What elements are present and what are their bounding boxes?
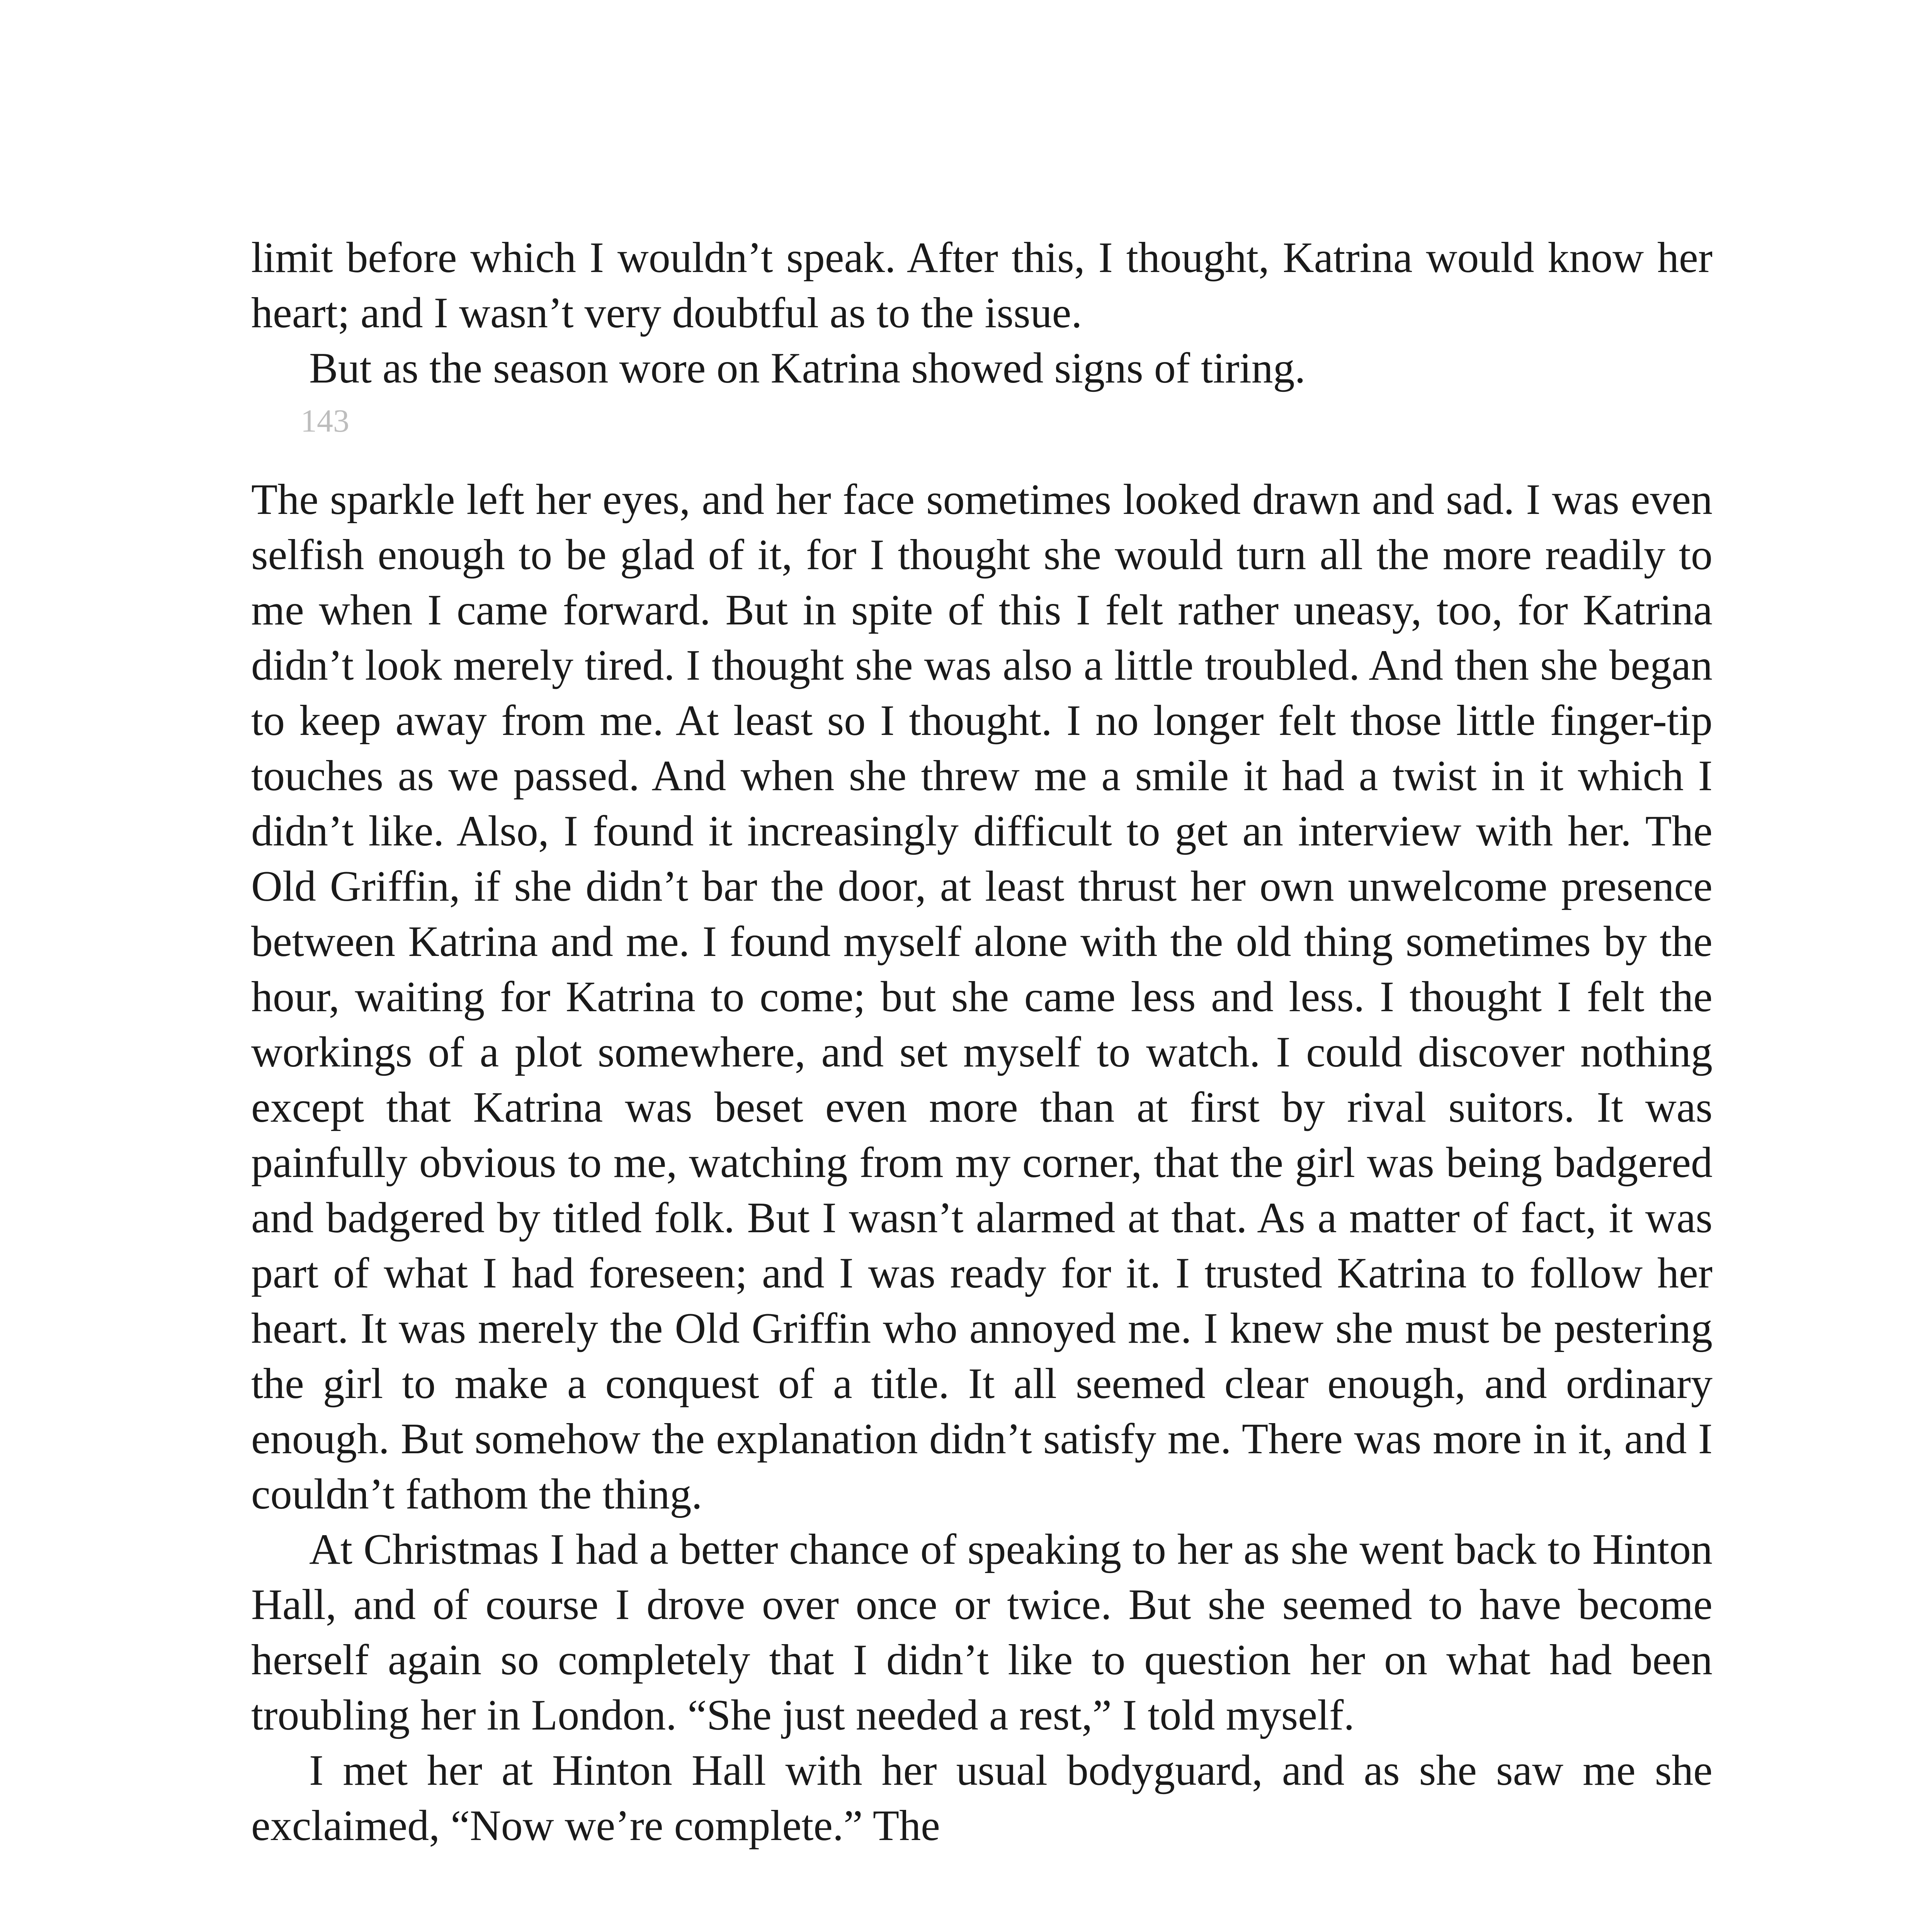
paragraph: limit before which I wouldn’t speak. After this, I thought, Katrina would know her heart; and I wasn’t very doubtful as to the issue. [251, 234, 1713, 337]
paragraph: The sparkle left her eyes, and her face sometimes looked drawn and sad. I was even selfish enough to be glad of it, for I thought she would turn all the more readily to me when I came forward. But in spite of this I felt rather uneasy, too, for Katrina didn’t look merely tired. I thought she was also a little troubled. And then she began to keep away from me. At least so I thought. I no longer felt those little finger-tip touches as we passed. And when she threw me a smile it had a twist in it which I didn’t like. Also, I found it increasingly difficult to get an interview with her. The Old Griffin, if she didn’t bar the door, at least thrust her own unwelcome presence between Katrina and me. I found myself alone with the old thing sometimes by the hour, waiting for Katrina to come; but she came less and less. I thought I felt the workings of a plot somewhere, and set myself to watch. I could discover nothing except that Katrina was beset even more than at first by rival suitors. It was painfully obvious to me, watching from my corner, that the girl was being badgered and badgered by titled folk. But I wasn’t alarmed at that. As a matter of fact, it was part of what I had foreseen; and I was ready for it. I trusted Katrina to follow her heart. It was merely the Old Griffin who annoyed me. I knew she must be pestering the girl to make a conquest of a title. It all seemed clear enough, and ordinary enough. But somehow the explanation didn’t satisfy me. There was more in it, and I couldn’t fathom the thing. [251, 476, 1713, 1518]
page-number-143: 143 [301, 403, 349, 439]
paragraph: But as the season wore on Katrina showed signs of tiring. [309, 344, 1306, 392]
paragraph: I met her at Hinton Hall with her usual bodyguard, and as she saw me she exclaimed, “Now we’re complete.” The [251, 1747, 1713, 1850]
text-block-1 [251, 230, 1713, 396]
paragraph: At Christmas I had a better chance of speaking to her as she went back to Hinton Hall, and of course I drove over once or twice. But she seemed to have become herself again so completely that I didn’t like to question her on what had been troubling her in London. “She just needed a rest,” I told myself. [251, 1526, 1713, 1739]
text-block-2 [251, 472, 1713, 1854]
